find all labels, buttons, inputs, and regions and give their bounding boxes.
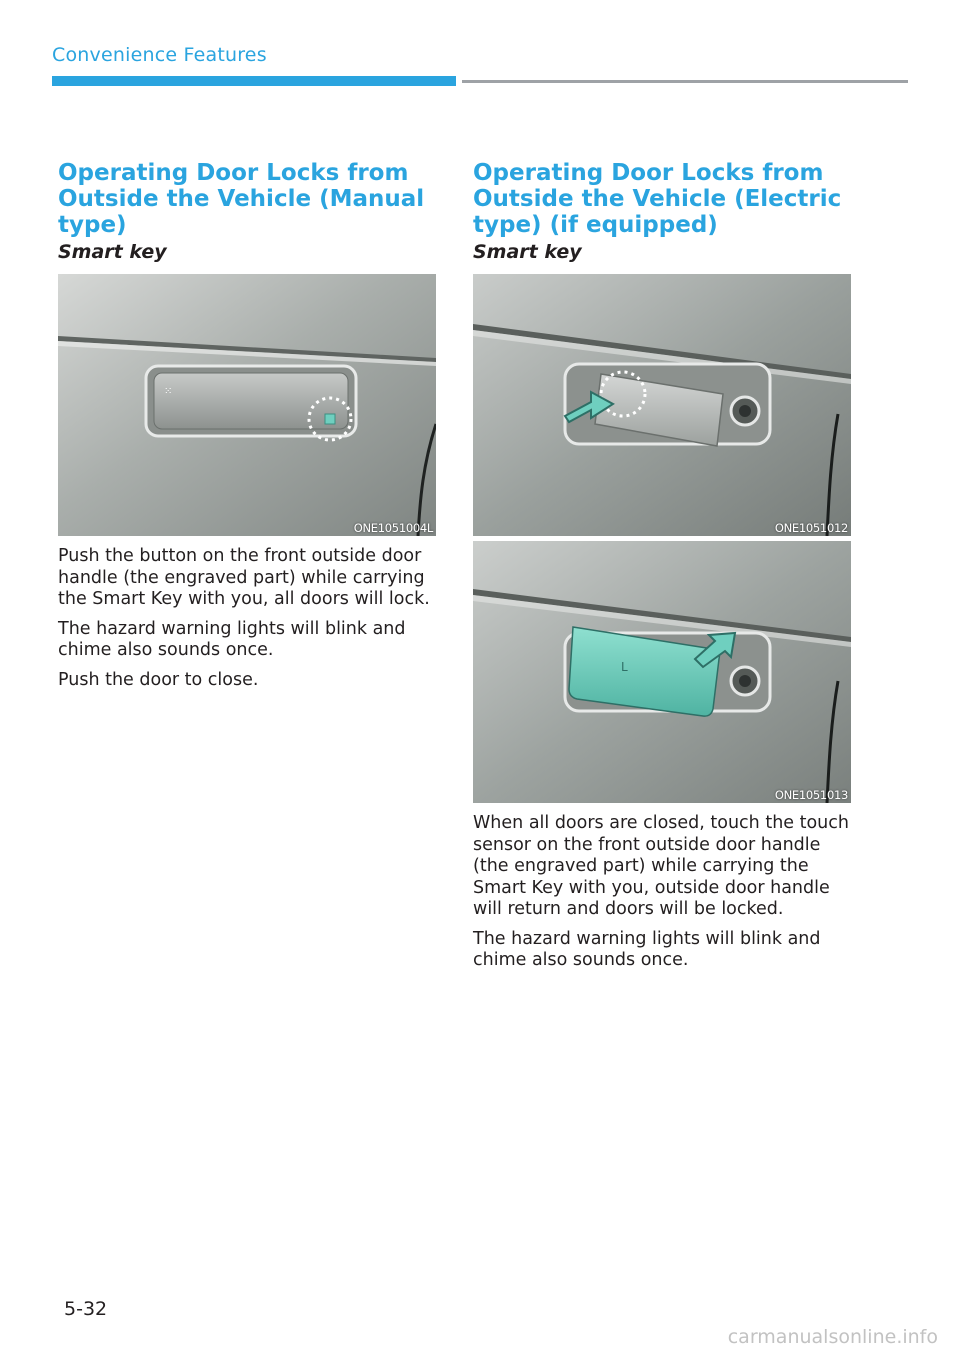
header-rule-gray	[462, 80, 908, 83]
right-text	[473, 813, 851, 972]
figure-code: ONE1051004L	[353, 521, 433, 535]
left-column	[58, 160, 436, 699]
svg-text:⁙: ⁙	[164, 386, 173, 397]
paragraph: The hazard warning lights will blink and chime also sounds once.	[473, 928, 821, 970]
section-title: Convenience Features	[52, 44, 267, 66]
paragraph: Push the button on the front outside door handle (the engraved part) while carrying the Smart Key with you, all doors will lock.	[58, 546, 430, 609]
paragraph: Push the door to close.	[58, 669, 259, 690]
left-heading: Operating Door Locks from Outside the Vehicle (Manual type)	[58, 160, 425, 238]
electric-handle-flush-illustration	[473, 541, 851, 803]
figure-code: ONE1051013	[774, 788, 848, 802]
electric-handle-flush-drawing	[473, 541, 851, 803]
paragraph: When all doors are closed, touch the touch sensor on the front outside door handle (the engraved part) while carrying the Smart Key with you, outside door handle will return and doors will be locked.	[473, 813, 849, 919]
watermark: carmanualsonline.info	[727, 1326, 938, 1348]
right-column	[473, 160, 851, 980]
paragraph: The hazard warning lights will blink and chime also sounds once.	[58, 618, 406, 660]
manual-handle-illustration	[58, 274, 436, 536]
page-number: 5-32	[64, 1298, 108, 1320]
header-rule-accent	[52, 76, 456, 86]
electric-handle-popped-illustration	[473, 274, 851, 536]
svg-text:L: L	[621, 660, 628, 674]
figure-code: ONE1051012	[774, 521, 848, 535]
right-subheading: Smart key	[473, 241, 582, 263]
electric-handle-popped-drawing	[473, 274, 851, 536]
manual-handle-drawing	[58, 274, 436, 536]
left-text	[58, 546, 436, 691]
left-subheading: Smart key	[58, 241, 167, 263]
right-heading: Operating Door Locks from Outside the Vehicle (Electric type) (if equipped)	[473, 160, 842, 238]
